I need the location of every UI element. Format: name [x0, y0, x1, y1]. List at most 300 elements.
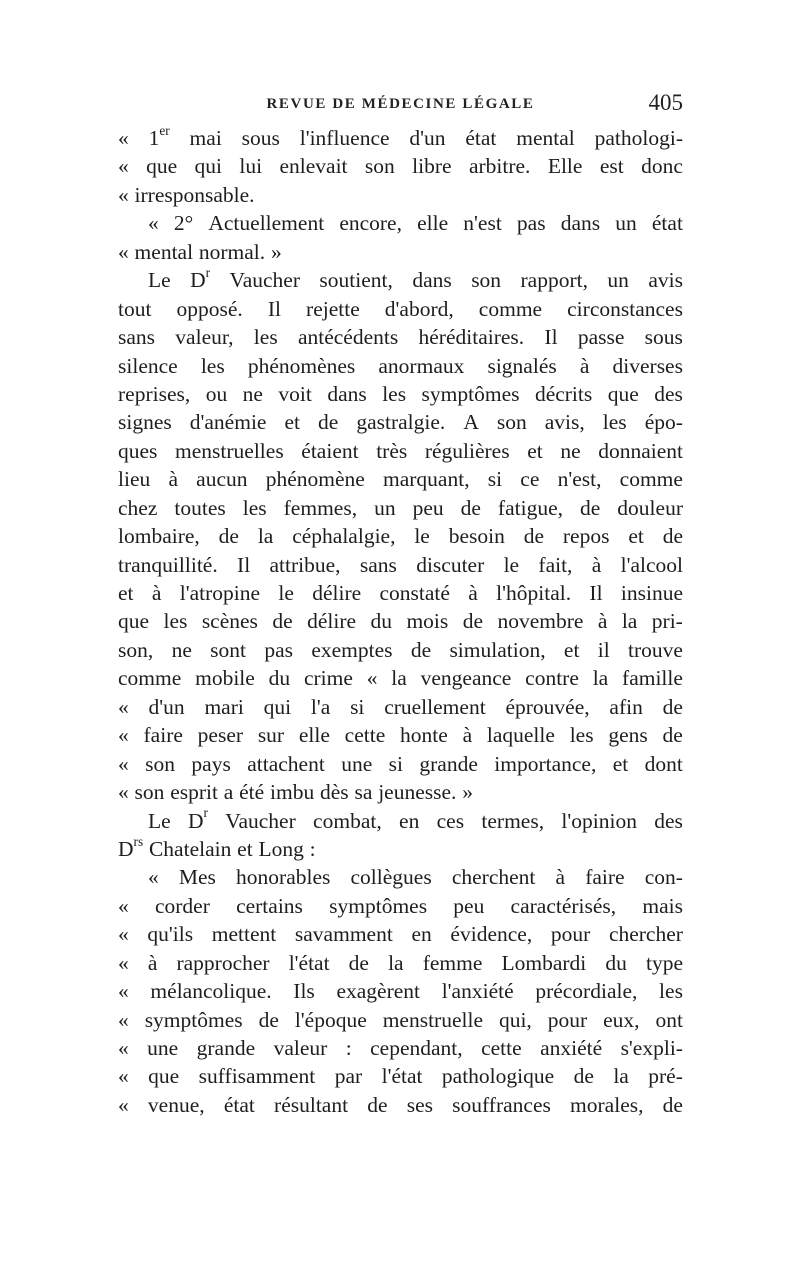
word: sous — [644, 325, 683, 350]
word: ne — [560, 438, 581, 463]
word: « — [118, 922, 129, 947]
word: Il — [237, 552, 251, 577]
word: ques — [118, 438, 158, 463]
word: toutes — [174, 495, 226, 520]
word: Elle — [547, 154, 583, 179]
word: Mes — [178, 865, 216, 890]
text-line — [118, 238, 683, 266]
word: « — [118, 239, 129, 264]
word: phénomènes — [247, 353, 356, 378]
word: pas — [264, 637, 293, 662]
word: si — [487, 467, 503, 492]
word: sa — [354, 780, 373, 805]
word: faire — [143, 723, 183, 748]
word: $D^r$ — [188, 805, 208, 833]
word: Vaucher — [229, 268, 300, 293]
word: l'anxiété — [441, 979, 514, 1004]
word: les — [569, 723, 594, 748]
text-line — [118, 636, 683, 664]
word: de — [272, 609, 293, 634]
word: son — [145, 751, 176, 776]
word: comme — [118, 666, 182, 691]
word: état — [651, 211, 683, 236]
word: « — [118, 893, 129, 918]
word: à — [591, 552, 602, 577]
word: dans — [327, 381, 367, 406]
word: symptômes — [421, 381, 520, 406]
text-line — [118, 1006, 683, 1034]
word: sans — [359, 552, 397, 577]
word: qui — [263, 694, 292, 719]
text-line — [118, 1091, 683, 1119]
word: 2° — [173, 211, 194, 236]
word: femmes, — [283, 495, 358, 520]
word: son — [134, 780, 165, 805]
word: sur — [257, 723, 285, 748]
word: grande — [419, 751, 478, 776]
word: crime — [303, 666, 353, 691]
word: exagèrent — [336, 979, 421, 1004]
text-line — [118, 1034, 683, 1062]
word: pathologi- — [594, 126, 683, 150]
word: signalés — [487, 353, 557, 378]
word: rapprocher — [176, 950, 270, 975]
word: à — [168, 467, 178, 492]
text-line — [118, 949, 683, 977]
word: Chatelain — [148, 836, 232, 861]
word: attachent — [247, 751, 325, 776]
word: elle — [417, 211, 449, 236]
text-line — [118, 266, 683, 294]
word: fait, — [538, 552, 573, 577]
word: si — [350, 694, 365, 719]
word: par — [334, 1064, 363, 1089]
word: héréditaires. — [418, 325, 525, 350]
word: con- — [644, 865, 683, 890]
word: l'état — [381, 1064, 423, 1089]
word: normal. — [198, 239, 266, 264]
text-line — [118, 807, 683, 835]
word: régulières — [424, 438, 510, 463]
word: de — [462, 609, 483, 634]
word: ses — [406, 1092, 433, 1117]
word: imbu — [270, 780, 315, 805]
word: honte — [400, 723, 448, 748]
word: de — [348, 950, 369, 975]
word: ou — [205, 381, 228, 406]
word: de — [523, 524, 545, 549]
word: » — [270, 239, 282, 264]
word: délire — [307, 609, 357, 634]
word: « — [118, 979, 129, 1004]
word: et — [118, 581, 134, 605]
word: son — [471, 268, 502, 293]
word: cette — [481, 1036, 522, 1060]
word: à — [468, 581, 478, 605]
word: résultant — [274, 1092, 349, 1117]
text-line — [118, 152, 683, 180]
word: circonstances — [567, 296, 683, 321]
word: sous — [241, 126, 280, 150]
word: famille — [622, 666, 683, 691]
word: chercher — [608, 922, 683, 947]
word: que — [146, 154, 178, 179]
word: femme — [422, 950, 483, 975]
word: tout — [118, 296, 152, 321]
word: été — [239, 780, 265, 805]
word: épo- — [644, 410, 683, 435]
word: morales, — [570, 1092, 644, 1117]
text-line — [118, 920, 683, 948]
word: un — [607, 268, 629, 293]
word: décrits — [534, 381, 593, 406]
word: comme — [619, 467, 683, 492]
word: suffisamment — [198, 1064, 316, 1089]
text-line — [118, 124, 683, 152]
word: novembre — [497, 609, 584, 634]
word: laquelle — [486, 723, 555, 748]
word: : — [309, 836, 316, 861]
word: mental — [134, 239, 194, 264]
word: son — [364, 154, 395, 179]
word: n'est, — [557, 467, 602, 492]
word: enlevait — [279, 154, 348, 179]
word: mental — [516, 126, 575, 150]
word: besoin — [448, 524, 505, 549]
word: constaté — [379, 581, 450, 605]
word: Actuellement — [208, 211, 325, 236]
word: de — [410, 637, 432, 662]
word: pré- — [648, 1064, 683, 1089]
word: Le — [148, 808, 171, 833]
word: l'influence — [299, 126, 390, 150]
word: une — [147, 1036, 179, 1060]
word: mélancolique. — [150, 979, 272, 1004]
word: Long — [258, 836, 304, 861]
word: très — [376, 438, 408, 463]
word: jeunesse. — [378, 780, 457, 805]
word: en — [399, 808, 420, 833]
word: importance, — [494, 751, 597, 776]
word: l'atropine — [179, 581, 261, 605]
word: que — [118, 609, 150, 634]
word: une — [341, 751, 373, 776]
word: phénomène — [265, 467, 365, 492]
word: caractérisés, — [510, 893, 617, 918]
word: encore, — [339, 211, 402, 236]
word: gens — [608, 723, 648, 748]
word: dans — [560, 211, 601, 236]
word: marquant, — [383, 467, 470, 492]
word: Le — [148, 268, 171, 293]
word: lieu — [118, 467, 151, 492]
word: le — [503, 552, 520, 577]
word: lombaire, — [118, 524, 200, 549]
text-line — [118, 693, 683, 721]
word: peu — [453, 893, 485, 918]
text-line — [118, 209, 683, 237]
word: qui, — [498, 1007, 532, 1032]
word: peu — [412, 495, 444, 520]
word: à — [579, 353, 590, 378]
word: les — [253, 325, 278, 350]
word: si — [388, 751, 403, 776]
word: dans — [412, 268, 452, 293]
word: l'époque — [294, 1007, 367, 1032]
word: certains — [236, 893, 303, 918]
word: » — [462, 780, 473, 805]
word: s'expli- — [620, 1036, 683, 1060]
word: les — [659, 979, 683, 1004]
word: aucun — [196, 467, 248, 492]
word: collègues — [350, 865, 432, 890]
word: anormaux — [378, 353, 465, 378]
word: combat, — [313, 808, 382, 833]
word: afin — [609, 694, 643, 719]
word: et — [284, 410, 301, 435]
word: « — [148, 211, 159, 236]
word: « — [118, 1007, 129, 1032]
word: de — [662, 524, 683, 549]
word: de — [580, 495, 601, 520]
word: d'anémie — [189, 410, 267, 435]
word: les — [200, 353, 225, 378]
word: avis, — [544, 410, 585, 435]
word: mois — [406, 609, 449, 634]
word: de — [367, 1092, 388, 1117]
word: de — [573, 1064, 594, 1089]
word: diverses — [612, 353, 683, 378]
text-line — [118, 664, 683, 692]
word: cherchent — [451, 865, 536, 890]
word: l'alcool — [620, 552, 683, 577]
word: a — [223, 780, 234, 805]
word: donnaient — [598, 438, 683, 463]
word: venue, — [147, 1092, 205, 1117]
word: mai — [189, 126, 222, 150]
word: la — [257, 524, 274, 549]
word: son — [496, 410, 527, 435]
word: dont — [644, 751, 683, 776]
text-line — [118, 437, 683, 465]
word: symptômes — [329, 893, 428, 918]
word: un — [374, 495, 396, 520]
text-line — [118, 380, 683, 408]
word: rejette — [306, 296, 360, 321]
word: « — [118, 154, 129, 179]
word: « — [118, 1064, 129, 1089]
text-line — [118, 408, 683, 436]
word: la — [391, 666, 407, 691]
word: évidence, — [450, 922, 533, 947]
word: Ils — [293, 979, 315, 1004]
word: $D^{rs}$ — [118, 833, 144, 861]
word: il — [597, 637, 610, 662]
word: pour — [550, 922, 591, 947]
word: soutient, — [319, 268, 393, 293]
word: et — [612, 751, 629, 776]
text-line — [118, 494, 683, 522]
word: est — [599, 154, 624, 179]
word: dès — [320, 780, 349, 805]
word: Vaucher — [225, 808, 296, 833]
word: insinue — [620, 581, 683, 605]
word: Lombardi — [501, 950, 587, 975]
word: signes — [118, 410, 172, 435]
word: A — [463, 410, 479, 435]
word: scènes — [201, 609, 258, 634]
word: peser — [197, 723, 244, 748]
word: « — [118, 723, 129, 748]
word: honorables — [236, 865, 331, 890]
word: à — [597, 609, 608, 634]
word: lui — [239, 154, 263, 179]
word: les — [602, 410, 627, 435]
body-text — [118, 124, 683, 1119]
word: qui — [194, 154, 223, 179]
word: d'abord, — [384, 296, 454, 321]
text-line — [118, 977, 683, 1005]
word: un — [615, 211, 637, 236]
word: gastralgie. — [356, 410, 446, 435]
word: Il — [267, 296, 281, 321]
word: Il — [544, 325, 558, 350]
word: sont — [210, 637, 247, 662]
text-line — [118, 1062, 683, 1090]
word: savamment — [294, 922, 393, 947]
word: sans — [118, 325, 156, 350]
word: les — [242, 495, 267, 520]
word: « — [118, 694, 129, 719]
word: discuter — [416, 552, 485, 577]
word: contre — [525, 666, 579, 691]
word: menstruelle — [382, 1007, 483, 1032]
word: pays — [191, 751, 231, 776]
word: elle — [298, 723, 330, 748]
word: le — [414, 524, 430, 549]
word: pathologique — [441, 1064, 555, 1089]
word: chez — [118, 495, 158, 520]
word: à — [151, 581, 162, 605]
word: « — [118, 751, 129, 776]
text-line — [118, 778, 683, 806]
word: l'état — [288, 950, 330, 975]
word: type — [645, 950, 683, 975]
text-line — [118, 721, 683, 749]
word: les — [163, 609, 188, 634]
word: à — [147, 950, 158, 975]
word: grande — [196, 1036, 256, 1060]
word: du — [370, 609, 392, 634]
word: comme — [478, 296, 543, 321]
word: cruellement — [384, 694, 486, 719]
word: n'est — [463, 211, 502, 236]
word: eux, — [603, 1007, 640, 1032]
text-line — [118, 352, 683, 380]
word: trouve — [628, 637, 683, 662]
word: de — [258, 1007, 279, 1032]
word: esprit — [170, 780, 218, 805]
word: ne — [242, 381, 263, 406]
word: rapport, — [520, 268, 588, 293]
word: et — [237, 836, 253, 861]
word: mobile — [195, 666, 255, 691]
word: son, — [118, 637, 154, 662]
word: valeur, — [175, 325, 234, 350]
word: mais — [642, 893, 683, 918]
word: à — [555, 865, 566, 890]
word: passe — [577, 325, 625, 350]
word: les — [382, 381, 407, 406]
word: corder — [154, 893, 210, 918]
text-line — [118, 892, 683, 920]
word: cette — [344, 723, 386, 748]
word: du — [605, 950, 627, 975]
word: cependant, — [370, 1036, 463, 1060]
word: l'a — [310, 694, 331, 719]
word: opposé. — [176, 296, 243, 321]
word: ont — [655, 1007, 683, 1032]
word: anxiété — [540, 1036, 603, 1060]
word: état — [465, 126, 497, 150]
word: délire — [312, 581, 362, 605]
word: éprouvée, — [505, 694, 590, 719]
text-line — [118, 835, 683, 863]
word: des — [654, 808, 683, 833]
word: « — [118, 1036, 129, 1060]
word: voit — [278, 381, 312, 406]
text-line — [118, 181, 683, 209]
text-line — [118, 551, 683, 579]
word: libre — [412, 154, 452, 179]
word: la — [388, 950, 404, 975]
word: pas — [516, 211, 546, 236]
word: que — [148, 1064, 180, 1089]
word: simulation, — [449, 637, 546, 662]
text-line — [118, 863, 683, 891]
word: de — [662, 723, 683, 748]
running-title: REVUE DE MÉDECINE LÉGALE — [266, 96, 535, 112]
word: silence — [118, 353, 178, 378]
word: la — [592, 666, 609, 691]
word: attribue, — [269, 552, 341, 577]
text-line — [118, 607, 683, 635]
word: « — [118, 126, 129, 150]
text-line — [118, 750, 683, 778]
word: céphalalgie, — [292, 524, 396, 549]
word: qu'ils — [147, 922, 194, 947]
word: l'opinion — [561, 808, 637, 833]
word: « — [118, 950, 129, 975]
word: « — [118, 182, 129, 207]
word: pri- — [651, 609, 683, 634]
word: et — [563, 637, 580, 662]
word: du — [268, 666, 291, 691]
word: et — [527, 438, 543, 463]
word: des — [654, 381, 683, 406]
word: d'un — [409, 126, 446, 150]
word: de — [662, 1092, 683, 1117]
word: état — [223, 1092, 255, 1117]
word: de — [318, 410, 339, 435]
word: ne — [171, 637, 192, 662]
word: étaient — [301, 438, 359, 463]
word: termes, — [481, 808, 545, 833]
word: précordiale, — [535, 979, 638, 1004]
text-line — [118, 522, 683, 550]
word: souffrances — [452, 1092, 551, 1117]
word: donc — [641, 154, 683, 179]
